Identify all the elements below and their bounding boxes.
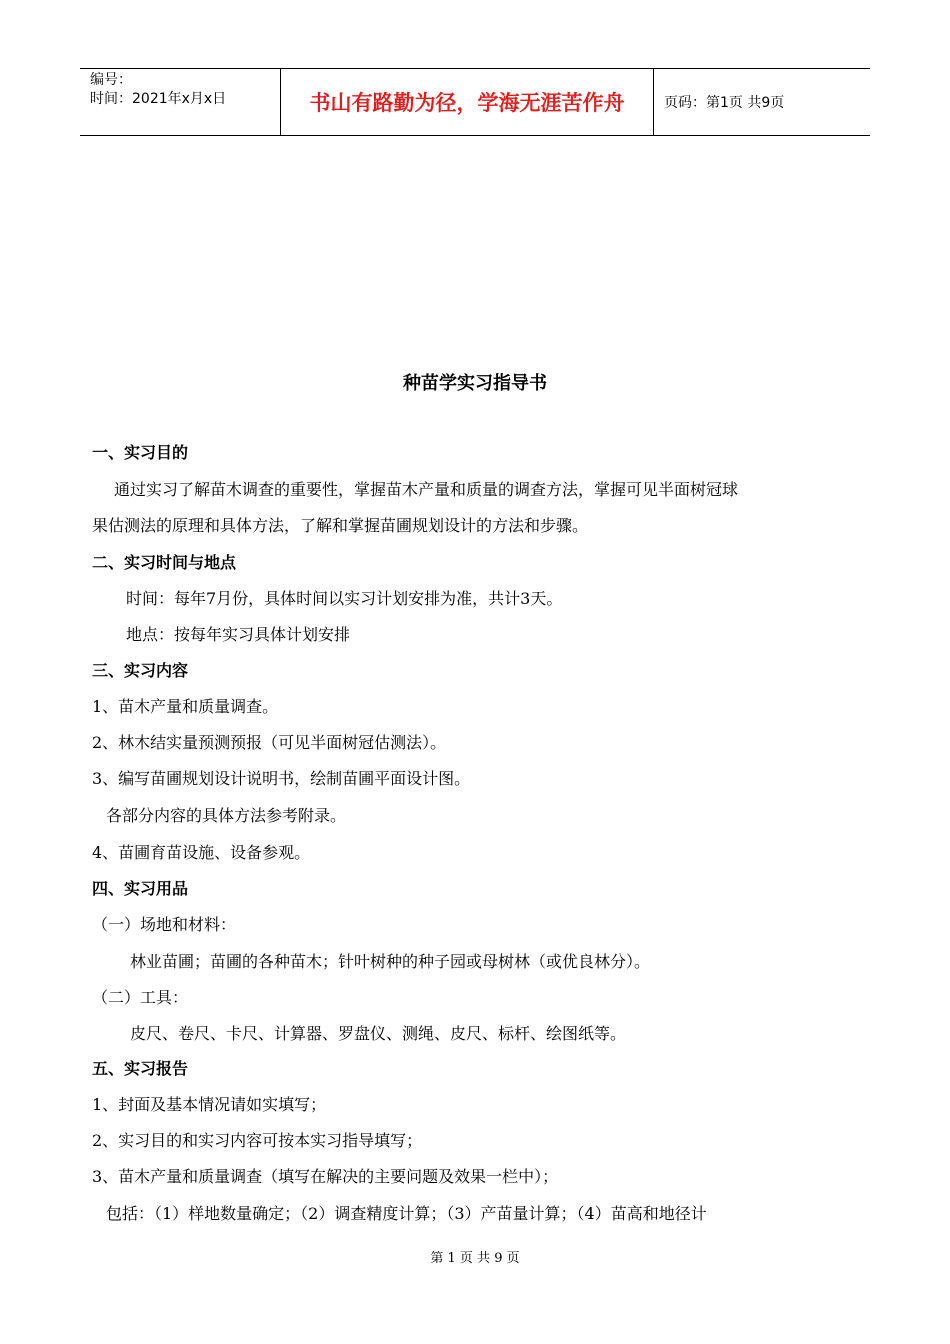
header-meta: [80, 69, 281, 135]
page-footer: 第 1 页 共 9 页: [430, 1251, 520, 1266]
list-item: 2、实习目的和实习内容可按本实习指导填写；: [92, 1131, 423, 1150]
paragraph-line: 通过实习了解苗木调查的重要性，掌握苗木产量和质量的调查方法，掌握可见半面树冠球: [114, 480, 739, 499]
subheading: （一）场地和材料：: [92, 915, 237, 934]
list-item: 3、苗木产量和质量调查（填写在解决的主要问题及效果一栏中）；: [92, 1167, 559, 1186]
section-heading-time-place: 二、实习时间与地点: [92, 553, 237, 572]
paragraph-line: 时间：每年7月份，具体时间以实习计划安排为准，共计3天。: [126, 589, 563, 608]
list-item: 2、林木结实量预测预报（可见半面树冠估测法）。: [92, 733, 447, 752]
document-date: 时间：2021年x月x日: [90, 91, 227, 107]
header-page-info: 页码：第1页 共9页: [664, 95, 785, 111]
list-item: 4、苗圃育苗设施、设备参观。: [92, 843, 311, 862]
list-item: 1、苗木产量和质量调查。: [92, 697, 279, 716]
section-heading-supplies: 四、实习用品: [92, 879, 189, 898]
paragraph-line: 地点：按每年实习具体计划安排: [126, 625, 351, 644]
section-heading-content: 三、实习内容: [92, 661, 189, 680]
list-item: 3、编写苗圃规划设计说明书，绘制苗圃平面设计图。: [92, 769, 471, 788]
header-motto: 书山有路勤为径，学海无涯苦作舟: [281, 69, 654, 135]
paragraph-line: 各部分内容的具体方法参考附录。: [106, 806, 347, 825]
subheading: （二）工具：: [92, 988, 189, 1007]
section-heading-purpose: 一、实习目的: [92, 443, 189, 462]
document-number-label: 编号：: [90, 72, 132, 88]
section-heading-report: 五、实习报告: [92, 1059, 189, 1078]
paragraph-line: 林业苗圃；苗圃的各种苗木；针叶树种的种子园或母树林（或优良林分）。: [130, 952, 651, 971]
document-title: 种苗学实习指导书: [403, 373, 547, 394]
paragraph-line: 包括：（1）样地数量确定；（2）调查精度计算；（3）产苗量计算；（4）苗高和地径计: [106, 1204, 707, 1223]
list-item: 1、封面及基本情况请如实填写；: [92, 1095, 327, 1114]
paragraph-line: 果估测法的原理和具体方法，了解和掌握苗圃规划设计的方法和步骤。: [92, 516, 589, 535]
page-header: [80, 68, 870, 136]
paragraph-line: 皮尺、卷尺、卡尺、计算器、罗盘仪、测绳、皮尺、标杆、绘图纸等。: [130, 1024, 627, 1043]
